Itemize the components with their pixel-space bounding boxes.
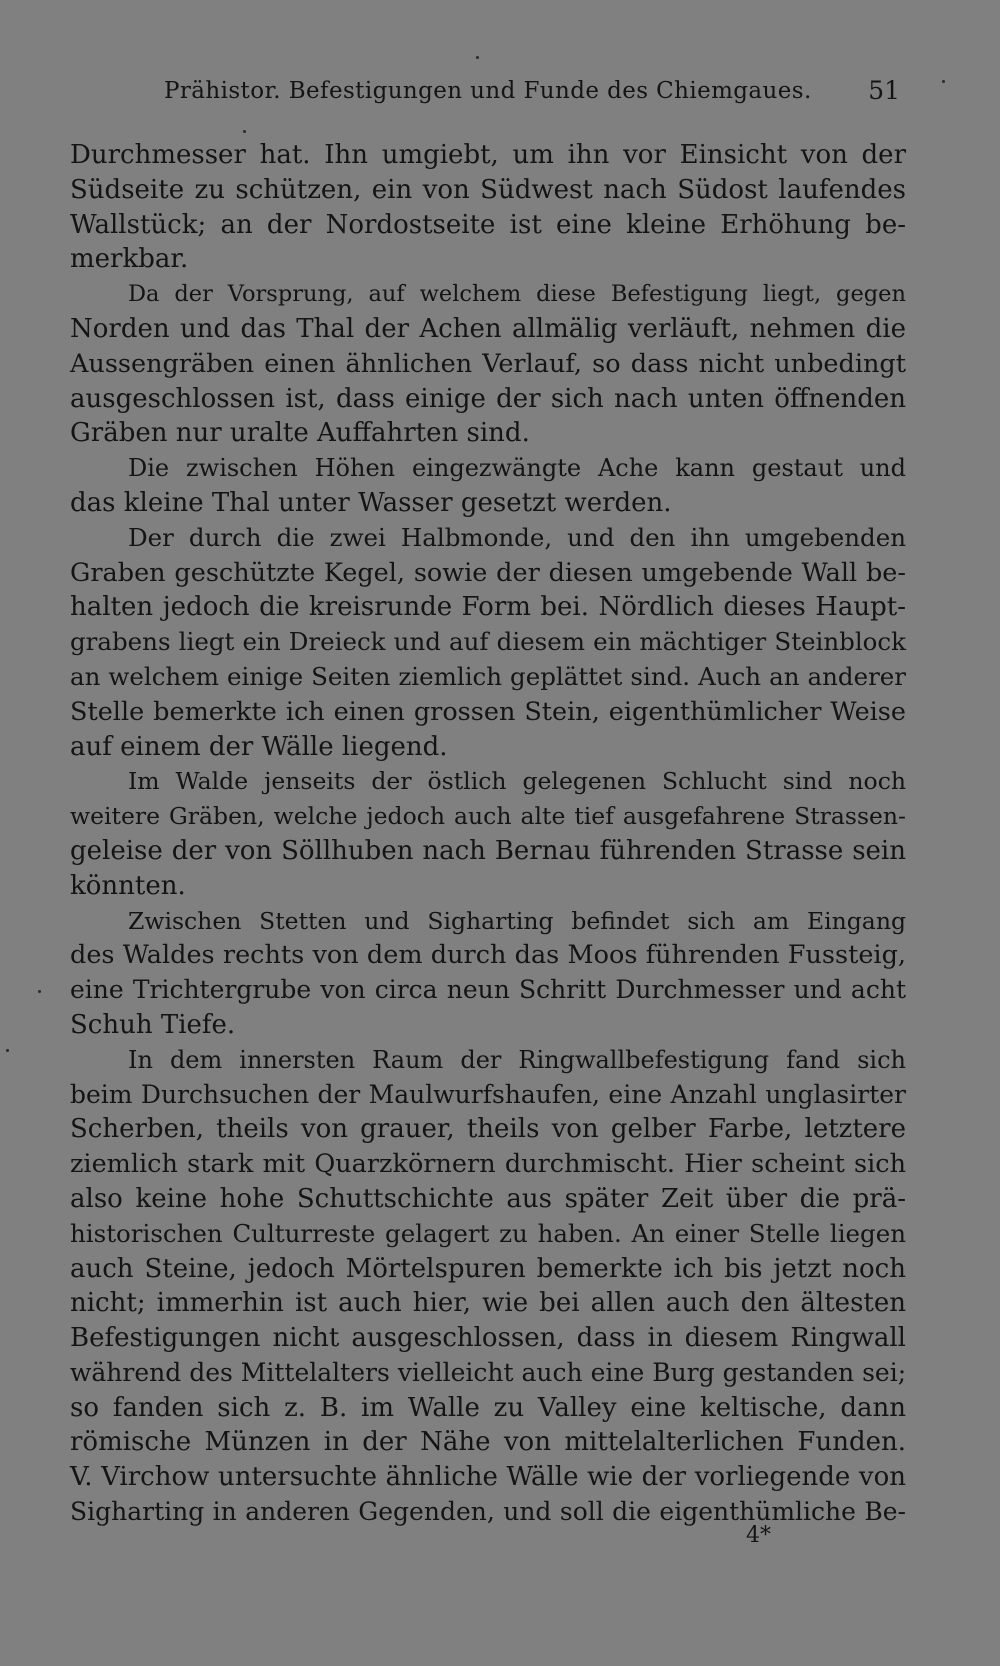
text-line: Zwischen Stetten und Sigharting befindet sich am Eingang xyxy=(128,906,906,935)
text-line: ausgeschlossen ist, dass einige der sich nach unten öffnenden xyxy=(70,383,906,414)
text-line: historischen Culturreste gelagert zu haben. An einer Stelle liegen xyxy=(70,1218,906,1248)
text-line: Durchmesser hat. Ihn umgiebt, um ihn vor Einsicht von der xyxy=(70,140,906,170)
text-line: auf einem der Wälle liegend. xyxy=(70,731,448,762)
text-line: Stelle bemerkte ich einen grossen Stein, eigenthümlicher Weise xyxy=(70,696,906,727)
text-line: Norden und das Thal der Achen allmälig verläuft, nehmen die xyxy=(70,313,906,344)
text-line: weitere Gräben, welche jedoch auch alte tief ausgefahrene Strassen- xyxy=(70,802,906,831)
text-line: geleise der von Söllhuben nach Bernau führenden Strasse sein xyxy=(70,835,906,866)
text-line: Da der Vorsprung, auf welchem diese Befestigung liegt, gegen xyxy=(128,281,906,308)
text-line: so fanden sich z. B. im Walle zu Valley eine keltische, dann xyxy=(70,1392,906,1423)
print-speck xyxy=(6,1049,9,1052)
text-line: römische Münzen in der Nähe von mittelalterlichen Funden. xyxy=(70,1427,906,1458)
body-text xyxy=(70,138,906,1530)
text-line: grabens liegt ein Dreieck und auf diesem ein mächtiger Steinblock xyxy=(70,627,906,657)
text-line: Gräben nur uralte Auffahrten sind. xyxy=(70,418,530,449)
signature-mark: 4* xyxy=(746,1523,771,1548)
text-line: In dem innersten Raum der Ringwallbefestigung fand sich xyxy=(128,1045,906,1074)
running-head xyxy=(160,76,900,116)
text-line: Im Walde jenseits der östlich gelegenen Schlucht sind noch xyxy=(128,767,906,796)
print-speck xyxy=(38,990,41,993)
text-line: Die zwischen Höhen eingezwängte Ache kann gestaut und xyxy=(128,454,906,483)
text-line: Scherben, theils von grauer, theils von gelber Farbe, letztere xyxy=(70,1114,906,1145)
text-line: an welchem einige Seiten ziemlich geplättet sind. Auch an anderer xyxy=(70,661,906,691)
text-line: Südseite zu schützen, ein von Südwest nach Südost laufendes xyxy=(70,174,906,205)
text-line: nicht; immerhin ist auch hier, wie bei allen auch den ältesten xyxy=(70,1288,906,1319)
text-line: Aussengräben einen ähnlichen Verlauf, so dass nicht unbedingt xyxy=(70,348,906,379)
text-line: Graben geschützte Kegel, sowie der diesen umgebende Wall be- xyxy=(70,557,906,588)
text-line: V. Virchow untersuchte ähnliche Wälle wie der vorliegende von xyxy=(70,1462,906,1493)
print-speck xyxy=(243,130,246,133)
text-line: Befestigungen nicht ausgeschlossen, dass in diesem Ringwall xyxy=(70,1323,906,1354)
text-line: das kleine Thal unter Wasser gesetzt werden. xyxy=(70,487,672,518)
text-line: beim Durchsuchen der Maulwurfshaufen, eine Anzahl unglasirter xyxy=(70,1079,906,1109)
print-speck xyxy=(942,80,945,83)
page-number: 51 xyxy=(868,76,900,105)
text-line: könnten. xyxy=(70,870,186,901)
print-speck xyxy=(476,56,479,59)
text-line: Der durch die zwei Halbmonde, und den ihn umgebenden xyxy=(128,522,906,552)
text-line: also keine hohe Schuttschichte aus später Zeit über die prä- xyxy=(70,1183,906,1214)
text-line: des Waldes rechts von dem durch das Moos führenden Fussteig, xyxy=(70,940,906,971)
text-line: Wallstück; an der Nordostseite ist eine kleine Erhöhung be- xyxy=(70,209,906,240)
text-line: Schuh Tiefe. xyxy=(70,1009,236,1040)
text-line: ziemlich stark mit Quarzkörnern durchmischt. Hier scheint sich xyxy=(70,1149,906,1180)
text-line: während des Mittelalters vielleicht auch eine Burg gestanden sei; xyxy=(70,1357,907,1387)
text-line: Sigharting in anderen Gegenden, und soll die eigenthümliche Be- xyxy=(70,1497,906,1527)
text-line: eine Trichtergrube von circa neun Schritt Durchmesser und acht xyxy=(70,975,906,1005)
text-line: halten jedoch die kreisrunde Form bei. Nördlich dieses Haupt- xyxy=(70,592,906,623)
text-line: merkbar. xyxy=(70,244,189,275)
text-line: auch Steine, jedoch Mörtelspuren bemerkte ich bis jetzt noch xyxy=(70,1253,906,1284)
running-title: Prähistor. Befestigungen und Funde des Chiemgaues. xyxy=(164,78,812,104)
